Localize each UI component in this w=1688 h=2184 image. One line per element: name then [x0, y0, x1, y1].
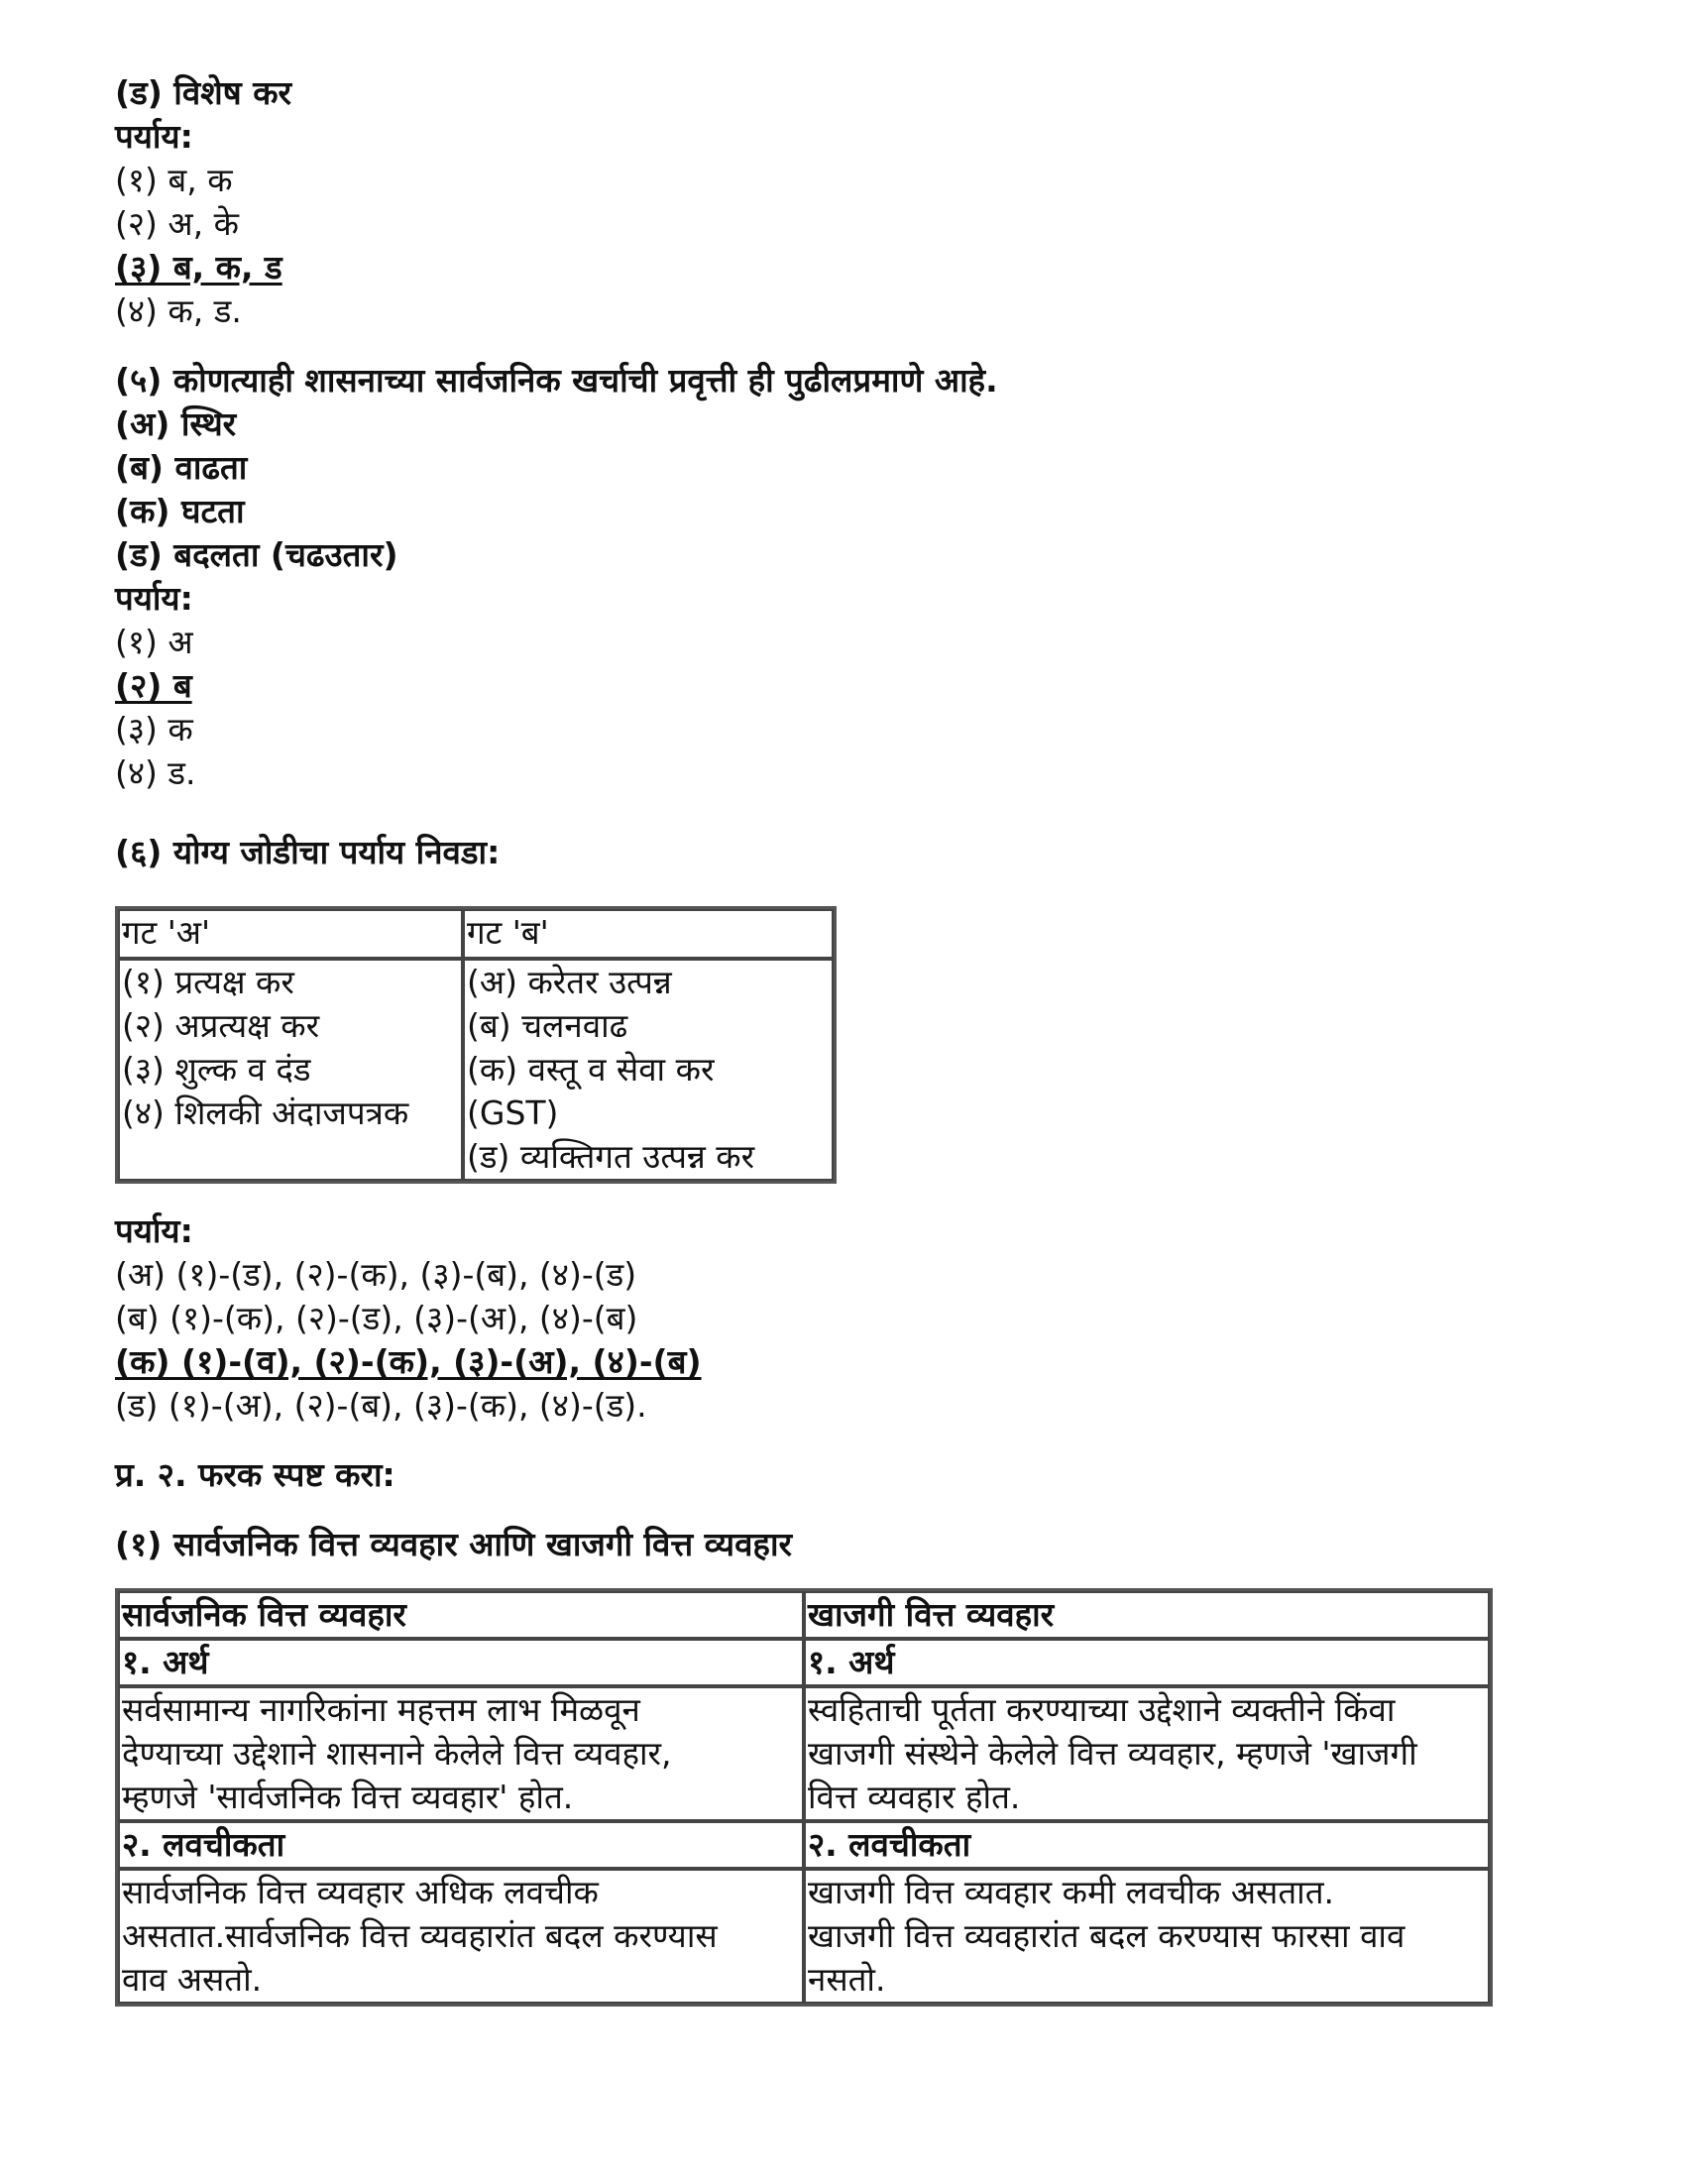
q5-option: (ब) वाढता: [115, 448, 248, 487]
choice-item: (ड) (१)-(अ), (२)-(ब), (३)-(क), (४)-(ड).: [115, 1386, 647, 1425]
q5-choices: [115, 621, 1582, 795]
diff-text-line: खाजगी संस्थेने केलेले वित्त व्यवहार, म्हणजे 'खाजगी: [808, 1734, 1417, 1773]
diff-text-line: स्वहिताची पूर्तता करण्याच्या उद्देशाने व्यक्तीने किंवा: [808, 1690, 1396, 1729]
q5-question: (५) कोणत्याही शासनाच्या सार्वजनिक खर्चाची प्रवृत्ती ही पुढीलप्रमाणे आहे.: [115, 361, 998, 400]
match-column-b: [463, 959, 834, 1181]
match-header-b: गट 'ब': [463, 909, 834, 959]
q2-heading: प्र. २. फरक स्पष्ट करा:: [115, 1455, 395, 1494]
q5-option: (अ) स्थिर: [115, 404, 237, 443]
diff-text-public: [118, 1686, 804, 1821]
choice-item: (१) अ: [115, 623, 193, 661]
diff-text-line: सर्वसामान्य नागरिकांना महत्तम लाभ मिळवून: [122, 1690, 640, 1729]
match-item-a: (३) शुल्क व दंड: [122, 1050, 311, 1089]
choice-item: (अ) (१)-(ड), (२)-(क), (३)-(ब), (४)-(ड): [115, 1255, 637, 1294]
choice-item: (ब) (१)-(क), (२)-(ड), (३)-(अ), (४)-(ब): [115, 1299, 638, 1337]
diff-header-public: सार्वजनिक वित्त व्यवहार: [118, 1591, 804, 1639]
q5-options: [115, 402, 1582, 577]
choice-item: (३) क: [115, 710, 193, 748]
diff-text-line: वाव असतो.: [122, 1960, 263, 1999]
match-item-a: (१) प्रत्यक्ष कर: [122, 963, 294, 1001]
difference-table: [115, 1588, 1493, 2007]
q4-choices: [115, 159, 1582, 333]
match-item-b: (GST): [467, 1093, 559, 1132]
q6-choices-label: पर्याय:: [115, 1211, 193, 1250]
diff-text-private: [804, 1686, 1490, 1821]
q5-option: (क) घटता: [115, 492, 245, 530]
match-column-a: [118, 959, 463, 1181]
q6-choices: [115, 1253, 1582, 1428]
match-item-b: (अ) करेतर उत्पन्न: [467, 963, 672, 1001]
diff-row-label-private: २. लवचीकता: [804, 1821, 1490, 1869]
q5-choices-label: पर्याय:: [115, 579, 193, 618]
diff-row-label-public: २. लवचीकता: [118, 1821, 804, 1869]
diff-text-line: सार्वजनिक वित्त व्यवहार अधिक लवचीक: [122, 1873, 599, 1911]
choice-item: (४) क, ड.: [115, 291, 242, 330]
document-page: [115, 71, 1582, 2007]
diff-text-line: वित्त व्यवहार होत.: [808, 1778, 1021, 1816]
correct-choice: (३) ब, क, ड: [115, 248, 282, 287]
q4-option-d: (ड) विशेष कर: [115, 73, 292, 112]
diff-header-private: खाजगी वित्त व्यवहार: [804, 1591, 1490, 1639]
diff-text-line: म्हणजे 'सार्वजनिक वित्त व्यवहार' होत.: [122, 1778, 574, 1816]
choice-item: (१) ब, क: [115, 161, 233, 199]
diff-text-line: नसतो.: [808, 1960, 886, 1999]
diff-text-line: खाजगी वित्त व्यवहारांत बदल करण्यास फारसा वाव: [808, 1916, 1406, 1955]
diff-text-line: देण्याच्या उद्देशाने शासनाने केलेले वित्त व्यवहार,: [122, 1734, 672, 1773]
choice-item: (२) अ, के: [115, 204, 239, 243]
match-header-a: गट 'अ': [118, 909, 463, 959]
q4-choices-label: पर्याय:: [115, 117, 193, 156]
diff-text-line: असतात.सार्वजनिक वित्त व्यवहारांत बदल करण्यास: [122, 1916, 718, 1955]
match-item-a: (४) शिलकी अंदाजपत्रक: [122, 1093, 409, 1132]
correct-choice: (२) ब: [115, 666, 192, 705]
diff-row-label-public: १. अर्थ: [118, 1639, 804, 1686]
diff-row-label-private: १. अर्थ: [804, 1639, 1490, 1686]
diff-text-private: [804, 1869, 1490, 2004]
q2-sub1-title: (१) सार्वजनिक वित्त व्यवहार आणि खाजगी वित्त व्यवहार: [115, 1525, 793, 1563]
match-item-b: (ड) व्यक्तिगत उत्पन्न कर: [467, 1137, 755, 1176]
match-item-b: (क) वस्तू व सेवा कर: [467, 1050, 715, 1089]
match-item-a: (२) अप्रत्यक्ष कर: [122, 1006, 320, 1045]
q6-question: (६) योग्य जोडीचा पर्याय निवडा:: [115, 833, 501, 871]
match-item-b: (ब) चलनवाढ: [467, 1006, 628, 1045]
diff-text-line: खाजगी वित्त व्यवहार कमी लवचीक असतात.: [808, 1873, 1335, 1911]
q5-option: (ड) बदलता (चढउतार): [115, 535, 398, 574]
choice-item: (४) ड.: [115, 753, 196, 792]
match-table: [115, 906, 837, 1184]
correct-choice: (क) (१)-(व), (२)-(क), (३)-(अ), (४)-(ब): [115, 1342, 702, 1381]
diff-text-public: [118, 1869, 804, 2004]
